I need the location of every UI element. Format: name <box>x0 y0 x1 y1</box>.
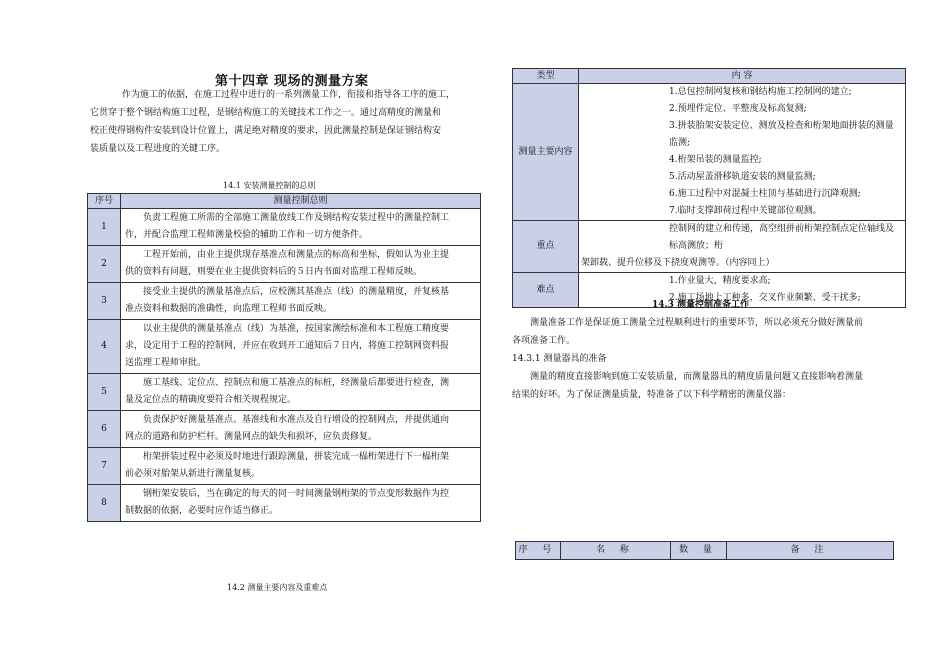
table-row <box>88 209 481 246</box>
list-item: 1.总包控制网复核和钢结构施工控制网的建立; <box>669 87 852 97</box>
intro-line: 校正使得钢构件安装到设计位置上，满足绝对精度的要求，因此测量控制是保证钢结构安 <box>90 126 442 136</box>
row-text-line: 工程开始前，由业主提供现存基准点和测量点的标高和坐标，假如认为业主提 <box>143 250 450 260</box>
type-main-content: 测量主要内容 <box>513 84 579 221</box>
row-number: 5 <box>88 374 121 411</box>
row-text-line: 接受业主提供的测量基准点后，应校测其基准点（线）的测量精度，并复核基 <box>143 287 450 297</box>
table-row <box>88 283 481 320</box>
row-text-line: 求，设定用于工程的控制网，并应在收到开工通知后７日内，将施工控制网资料报 <box>125 341 450 351</box>
table-row <box>513 84 906 221</box>
col-header-content: 内 容 <box>579 69 906 84</box>
table-row <box>513 221 906 273</box>
col-header-name: 名 称 <box>561 542 671 560</box>
table2-caption: 14.2 测量主要内容及重难点 <box>227 583 328 592</box>
list-item: 7.临时支撑卸荷过程中关键部位观测。 <box>669 206 822 216</box>
table-row <box>88 411 481 448</box>
table-row <box>88 246 481 283</box>
table-row <box>88 320 481 374</box>
row-text <box>121 485 481 522</box>
row-text <box>121 246 481 283</box>
row-number: 1 <box>88 209 121 246</box>
row-text-line: 施工基线、定位点、控制点和施工基准点的标桩，经测量后都要进行检查，测 <box>143 378 450 388</box>
row-text-line: 量及定位点的精确度要符合相关规程规定。 <box>125 395 297 405</box>
row-number: 4 <box>88 320 121 374</box>
table-header-row <box>88 194 481 209</box>
table1-caption: 14.1 安装测量控制的总则 <box>223 181 316 190</box>
row-text <box>121 374 481 411</box>
type-key-points: 重点 <box>513 221 579 273</box>
measurement-content-table <box>512 68 906 308</box>
row-text <box>121 320 481 374</box>
row-number: 8 <box>88 485 121 522</box>
table-header-row <box>513 69 906 84</box>
col-header-no: 序 号 <box>516 542 561 560</box>
intro-paragraph <box>90 86 492 158</box>
col-header-no: 序号 <box>88 194 121 209</box>
list-item: 2.施工场地上工种多，交叉作业频繁、受干扰多; <box>669 293 861 303</box>
type-difficulties: 难点 <box>513 273 579 308</box>
row-text-line: 负责工程施工所需的全部施工测量放线工作及钢结构安装过程中的测量控制工 <box>143 213 450 223</box>
list-item: 6.施工过程中对混凝土柱顶与基础进行沉降观测; <box>669 189 861 199</box>
list-item: 3.拼装胎架安装定位、测放及检查和桁架地面拼装的测量监测; <box>669 121 894 148</box>
row-text-line: 负责保护好测量基准点、基准线和水准点及自行增设的控制网点，并提供通向 <box>143 415 450 425</box>
col-header-type: 类型 <box>513 69 579 84</box>
section-line: 结果的好坏。为了保证测量质量，特准备了以下科学精密的测量仪器： <box>512 390 792 400</box>
section-paragraph <box>512 314 902 404</box>
row-number: 3 <box>88 283 121 320</box>
list-item: 5.活动屋盖滑移轨道安装的测量监测; <box>669 172 816 182</box>
table-row <box>88 374 481 411</box>
intro-line: 装质量以及工程进度的关键工序。 <box>90 144 226 154</box>
measurement-principles-table <box>87 193 481 522</box>
chapter-title: 第十四章 现场的测量方案 <box>215 74 369 89</box>
key-line: 控制网的建立和传递，高空组拼前桁架控制点定位轴线及标高测放；桁 <box>669 224 895 251</box>
subsection-title: 14.3.1 测量器具的准备 <box>512 354 607 364</box>
row-text-line: 作，并配合监理工程师测量校验的辅助工作和一切方便条件。 <box>125 230 369 240</box>
col-header-quantity: 数 量 <box>671 542 727 560</box>
row-number: 6 <box>88 411 121 448</box>
row-text-line: 供的资料有问题，则要在业主提供资料后的５日内书面对监理工程师反映。 <box>125 267 423 277</box>
col-header-remarks: 备 注 <box>727 542 894 560</box>
row-text <box>121 448 481 485</box>
row-number: 2 <box>88 246 121 283</box>
row-text-line: 前必须对胎架从新进行测量复核。 <box>125 469 261 479</box>
key-line: 架卸载、提升位移及下挠度观测等。（内容同上） <box>581 258 775 268</box>
table-row <box>88 485 481 522</box>
row-text <box>121 411 481 448</box>
section-line: 各项准备工作。 <box>512 336 576 346</box>
row-number: 7 <box>88 448 121 485</box>
row-text-line: 桁架拼装过程中必须及时地进行跟踪测量，拼装完成一榀桁架进行下一榀桁架 <box>143 452 450 462</box>
instrument-table <box>515 541 894 560</box>
table-row <box>88 448 481 485</box>
col-header-principle: 测量控制总则 <box>121 194 481 209</box>
section-title: 14.3 测量控制准备工作 <box>652 300 750 310</box>
intro-line: 作为施工的依据，在施工过程中进行的一系列测量工作，衔接和指导各工序的施工， <box>122 90 456 100</box>
row-text-line: 制数据的依据，必要时应作适当修正。 <box>125 506 279 516</box>
key-points-cell <box>579 221 906 273</box>
section-line: 测量准备工作是保证施工测量全过程顺利进行的重要环节，所以必须充分做好测量前 <box>530 318 864 328</box>
row-text <box>121 283 481 320</box>
row-text <box>121 209 481 246</box>
row-text-line: 准点资料和数据的准确性，向监理工程师书面反映。 <box>125 304 333 314</box>
table-header-row <box>516 542 894 560</box>
main-content-cell <box>579 84 906 221</box>
row-text-line: 送监理工程师审批。 <box>125 358 207 368</box>
row-text-line: 钢桁架安装后，当在确定的每天的同一时间测量钢桁架的节点变形数据作为控 <box>143 489 450 499</box>
section-line: 测量的精度直接影响到施工安装质量，而测量器具的精度质量问题又直接影响着测量 <box>530 372 864 382</box>
row-text-line: 以业主提供的测量基准点（线）为基准，按国家测绘标准和本工程施工精度要 <box>143 324 450 334</box>
row-text-line: 网点的道路和防护栏杆。测量网点的缺失和损坏，应负责修复。 <box>125 432 378 442</box>
list-item: 4.桁架吊装的测量监控; <box>669 155 762 165</box>
list-item: 1.作业量大，精度要求高; <box>669 276 771 286</box>
intro-line: 它贯穿于整个钢结构施工过程，是钢结构施工的关键技术工作之一。通过高精度的测量和 <box>90 108 442 118</box>
list-item: 2.预埋件定位、平整度及标高复测; <box>669 104 807 114</box>
